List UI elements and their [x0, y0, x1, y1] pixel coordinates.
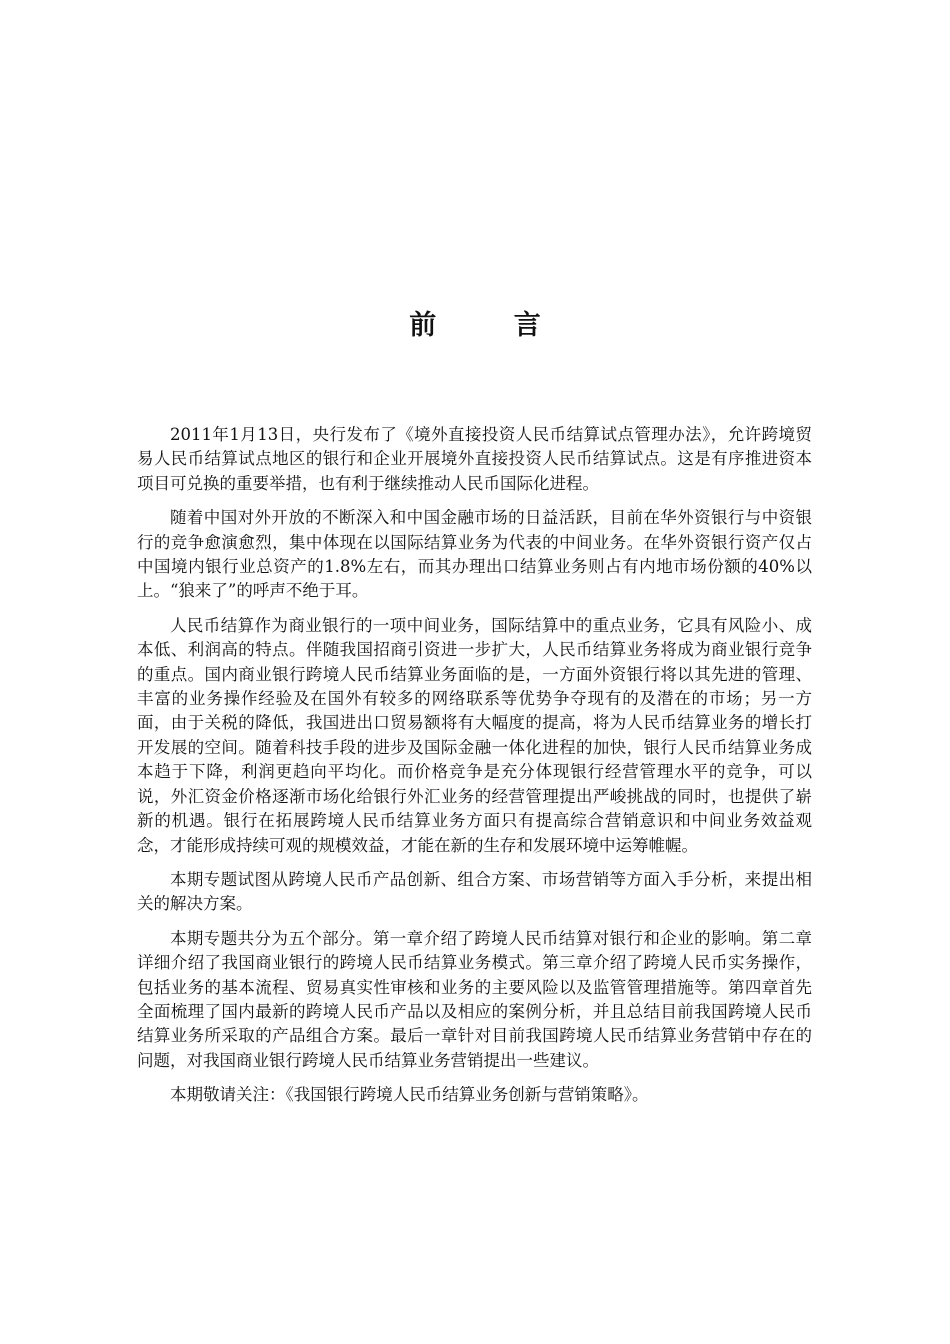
- paragraph-4: 本期专题试图从跨境人民币产品创新、组合方案、市场营销等方面入手分析，来提出相关的解决方案。: [137, 869, 812, 914]
- paragraph-5: 本期专题共分为五个部分。第一章介绍了跨境人民币结算对银行和企业的影响。第二章详细介绍了我国商业银行的跨境人民币结算业务模式。第三章介绍了跨境人民币实务操作，包括业务的基本流程、贸易真实性审核和业务的主要风险以及监管管理措施等。第四章首先全面梳理了国内最新的跨境人民币产品以及相应的案例分析，并且总结目前我国跨境人民币结算业务所采取的产品组合方案。最后一章针对目前我国跨境人民币结算业务营销中存在的问题，对我国商业银行跨境人民币结算业务营销提出一些建议。: [137, 928, 812, 1070]
- body-text: [137, 423, 812, 1118]
- paragraph-2: 随着中国对外开放的不断深入和中国金融市场的日益活跃，目前在华外资银行与中资银行的竞争愈演愈烈，集中体现在以国际结算业务为代表的中间业务。在华外资银行资产仅占中国境内银行业总资产的1.8%左右，而其办理出口结算业务则占有内地市场份额的40%以上。“狼来了”的呼声不绝于耳。: [137, 508, 812, 601]
- page-title: 前 言: [409, 310, 575, 341]
- paragraph-1: 2011年1月13日，央行发布了《境外直接投资人民币结算试点管理办法》，允许跨境贸易人民币结算试点地区的银行和企业开展境外直接投资人民币结算试点。这是有序推进资本项目可兑换的重要举措，也有利于继续推动人民币国际化进程。: [137, 425, 812, 493]
- paragraph-6: 本期敬请关注：《我国银行跨境人民币结算业务创新与营销策略》。: [170, 1085, 649, 1105]
- paragraph-3: 人民币结算作为商业银行的一项中间业务，国际结算中的重点业务，它具有风险小、成本低、利润高的特点。伴随我国招商引资进一步扩大，人民币结算业务将成为商业银行竞争的重点。国内商业银行跨境人民币结算业务面临的是，一方面外资银行将以其先进的管理、丰富的业务操作经验及在国外有较多的网络联系等优势争夺现有的及潜在的市场；另一方面，由于关税的降低，我国进出口贸易额将有大幅度的提高，将为人民币结算业务的增长打开发展的空间。随着科技手段的进步及国际金融一体化进程的加快，银行人民币结算业务成本趋于下降，利润更趋向平均化。而价格竞争是充分体现银行经营管理水平的竞争，可以说，外汇资金价格逐渐市场化给银行外汇业务的经营管理提出严峻挑战的同时，也提供了崭新的机遇。银行在拓展跨境人民币结算业务方面只有提高综合营销意识和中间业务效益观念，才能形成持续可观的规模效益，才能在新的生存和发展环境中运筹帷幄。: [137, 615, 812, 855]
